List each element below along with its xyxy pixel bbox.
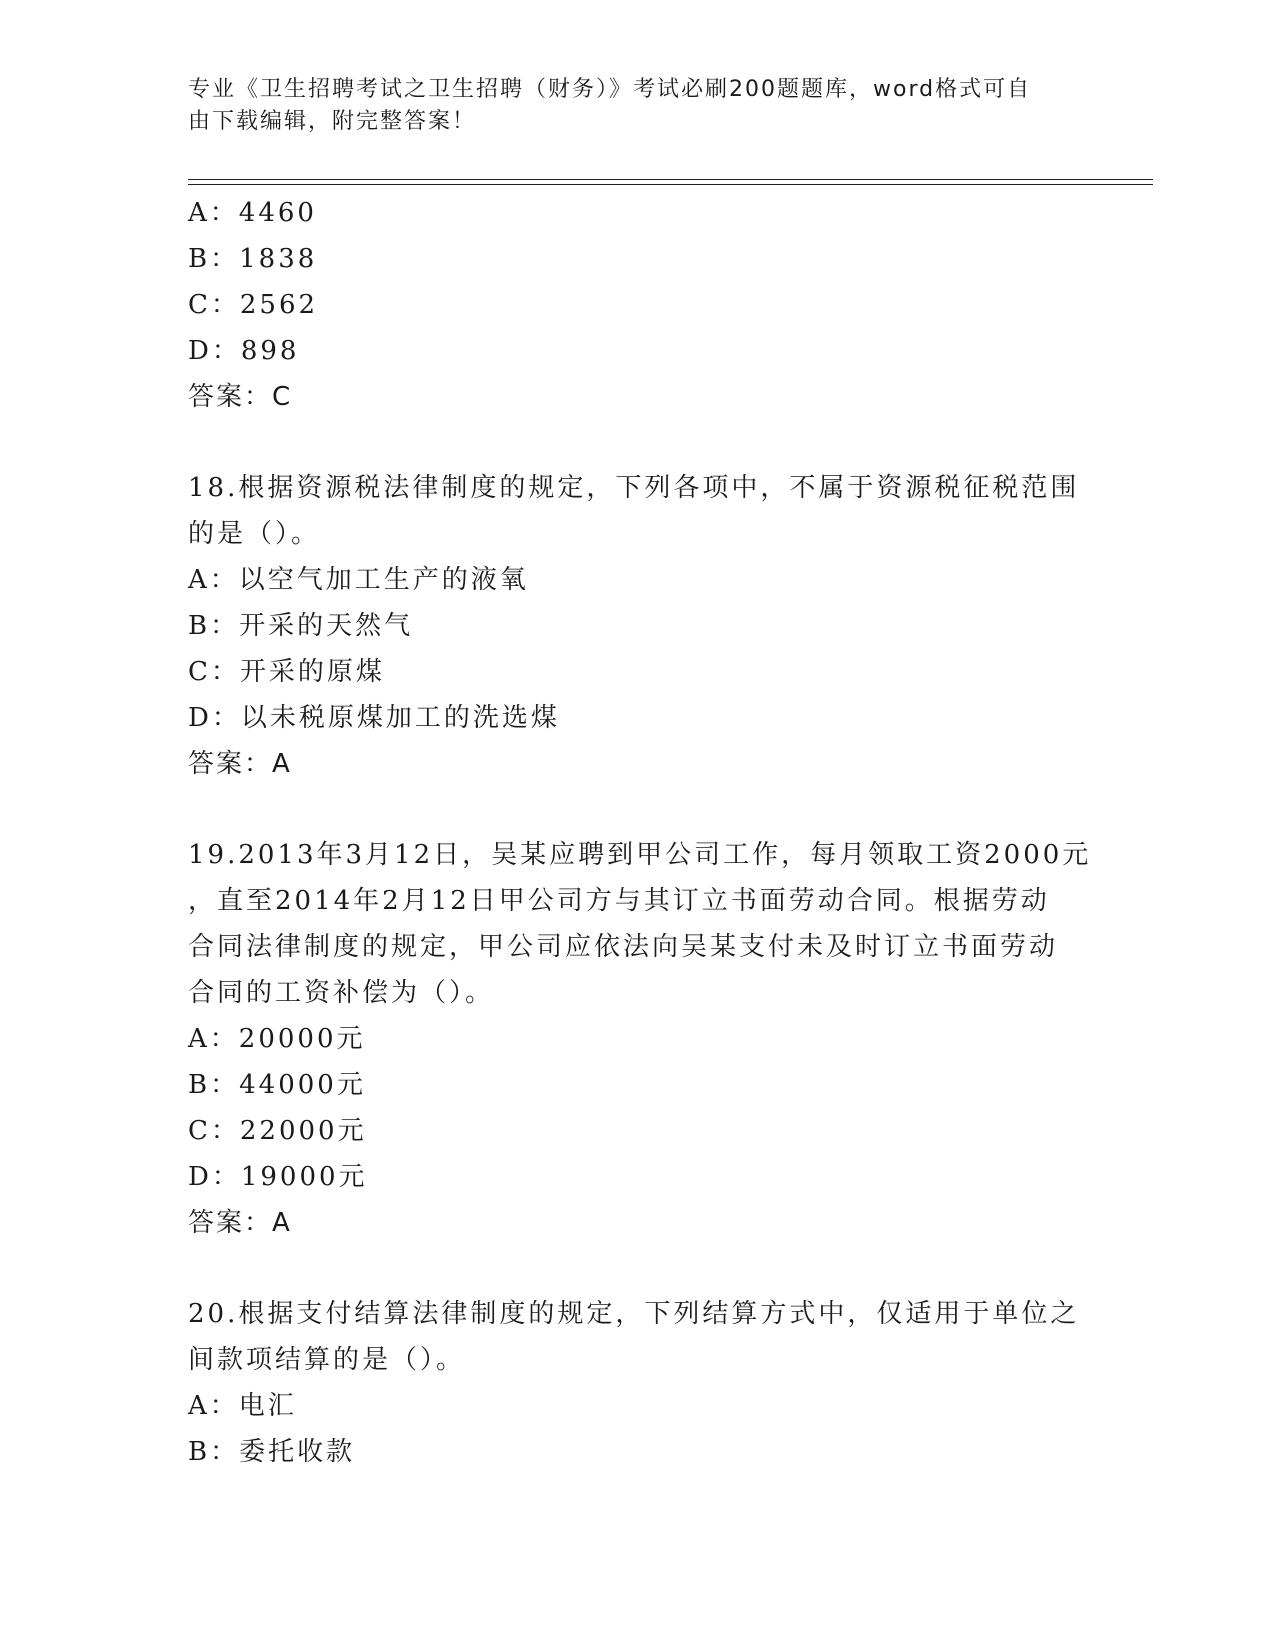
header-divider-bottom [188, 184, 1153, 185]
question-stem-line: 19.2013年3月12日，吴某应聘到甲公司工作，每月领取工资2000元 [188, 840, 1092, 870]
option-b: B：44000元 [188, 1070, 366, 1100]
option-b: B：委托收款 [188, 1437, 356, 1467]
answer: 答案：A [188, 749, 292, 779]
question-20 [188, 1291, 1088, 1475]
option-b: B：1838 [188, 244, 318, 274]
option-a: A：4460 [188, 198, 317, 228]
question-stem-line: 合同法律制度的规定，甲公司应依法向吴某支付未及时订立书面劳动 [188, 932, 1059, 962]
question-stem-line: 20.根据支付结算法律制度的规定，下列结算方式中，仅适用于单位之 [188, 1299, 1080, 1329]
document-header [188, 74, 1068, 138]
question-stem-line: 合同的工资补偿为（）。 [188, 978, 495, 1008]
answer: 答案：C [188, 382, 293, 412]
option-a: A：20000元 [188, 1024, 366, 1054]
answer: 答案：A [188, 1208, 292, 1238]
option-c: C：2562 [188, 290, 319, 320]
header-line-2: 由下载编辑，附完整答案！ [188, 109, 477, 134]
question-19 [188, 832, 1092, 1246]
option-c: C：开采的原煤 [188, 657, 385, 687]
question-stem-line: 的是（）。 [188, 519, 321, 549]
header-line-1: 专业《卫生招聘考试之卫生招聘（财务）》考试必刷200题题库，word格式可自 [188, 77, 1032, 102]
option-a: A：电汇 [188, 1391, 297, 1421]
question-17 [188, 190, 1088, 420]
option-b: B：开采的天然气 [188, 611, 414, 641]
question-stem-line: ，直至2014年2月12日甲公司方与其订立书面劳动合同。根据劳动 [188, 886, 1050, 916]
question-18 [188, 465, 1088, 787]
option-c: C：22000元 [188, 1116, 367, 1146]
question-stem-line: 18.根据资源税法律制度的规定，下列各项中，不属于资源税征税范围 [188, 473, 1080, 503]
option-a: A：以空气加工生产的液氧 [188, 565, 529, 595]
question-stem-line: 间款项结算的是（）。 [188, 1345, 466, 1375]
question-list [188, 190, 1092, 1475]
option-d: D：以未税原煤加工的洗选煤 [188, 703, 560, 733]
option-d: D：19000元 [188, 1162, 368, 1192]
option-d: D：898 [188, 336, 300, 366]
header-divider-top [188, 179, 1153, 180]
